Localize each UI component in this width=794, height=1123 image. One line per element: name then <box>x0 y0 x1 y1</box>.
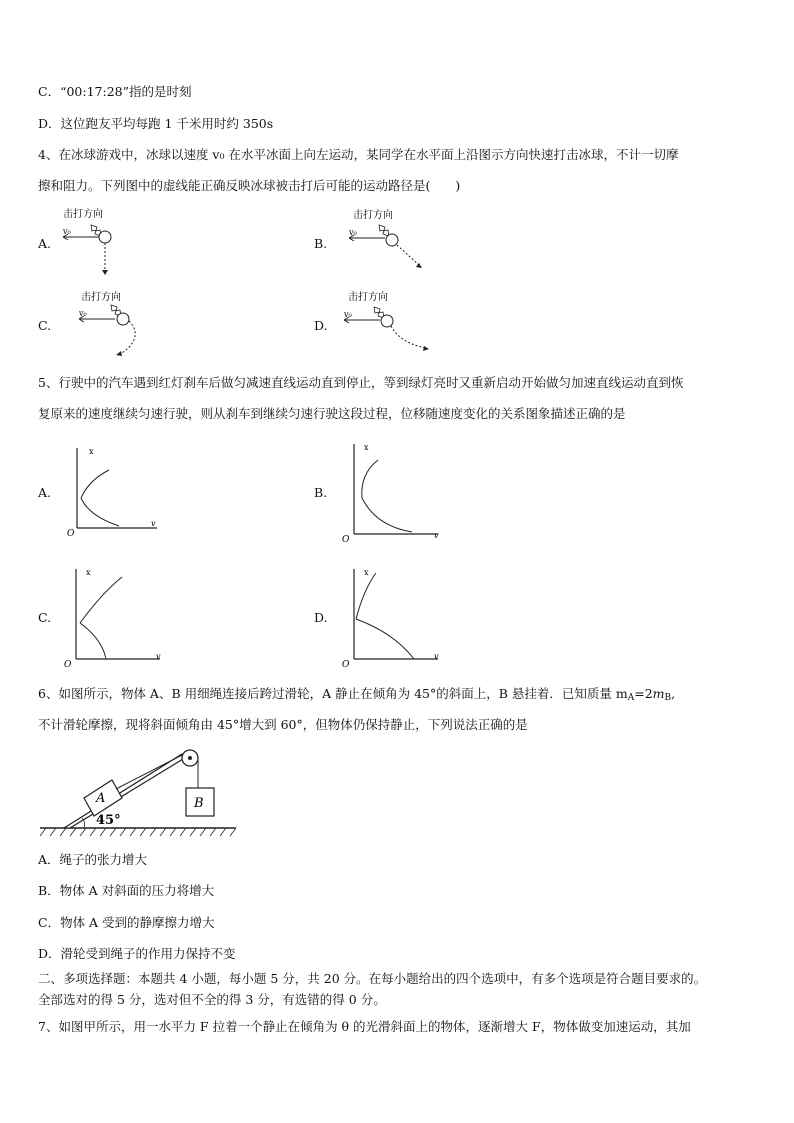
q6-option-a: A．绳子的张力增大 <box>38 852 148 867</box>
q4-option-b-label: B. <box>314 236 328 251</box>
block-b-label: B <box>194 796 204 811</box>
origin-label: O <box>342 660 350 670</box>
origin-label: O <box>64 660 72 670</box>
angle-label: 45° <box>96 813 121 828</box>
q5-graph-a <box>65 440 165 540</box>
q5-option-c-label: C. <box>38 610 52 625</box>
q3-option-d: D．这位跑友平均每跑 1 千米用时约 350s <box>38 116 274 131</box>
q5-graph-b <box>340 438 445 543</box>
q6-incline-diagram <box>38 742 238 842</box>
q6-option-c: C．物体 A 受到的静摩擦力增大 <box>38 915 215 930</box>
q4-figure-b <box>345 206 435 276</box>
v-axis-label: v <box>434 652 439 661</box>
q5-option-b-label: B. <box>314 485 328 500</box>
q4-option-a-label: A. <box>38 236 52 251</box>
q5-option-d-label: D. <box>314 610 328 625</box>
q4-stem-line1: 4、在冰球游戏中，冰球以速度 v₀ 在水平冰面上向左运动，某同学在水平面上沿图示方向快速打击冰球，不计一切摩 <box>38 147 679 162</box>
hit-direction-label: 击打方向 <box>81 292 121 303</box>
q5-option-a-label: A. <box>38 485 52 500</box>
q4-option-d-label: D. <box>314 318 328 333</box>
x-axis-label: x <box>89 447 94 456</box>
block-a-label: A <box>96 791 106 806</box>
origin-label: O <box>67 529 75 539</box>
q6-stem-line2: 不计滑轮摩擦，现将斜面倾角由 45°增大到 60°，但物体仍保持静止，下列说法正确的是 <box>38 717 528 732</box>
v-axis-label: v <box>156 652 161 661</box>
q5-graph-c <box>62 563 167 668</box>
v0-label: v₀ <box>63 227 71 236</box>
q4-figure-c <box>75 288 155 360</box>
q5-stem-line1: 5、行驶中的汽车遇到红灯刹车后做匀减速直线运动直到停止，等到绿灯亮时又重新启动开始做匀加速直线运动直到恢 <box>38 375 684 390</box>
v0-label: v₀ <box>349 228 357 237</box>
q4-figure-d <box>340 288 435 358</box>
q3-option-c: C．“00:17:28”指的是时刻 <box>38 84 192 99</box>
section-2-heading-line1: 二、多项选择题：本题共 4 小题，每小题 5 分，共 20 分。在每小题给出的四个选项中，有多个选项是符合题目要求的。 <box>38 971 707 986</box>
q4-option-c-label: C. <box>38 318 52 333</box>
q6-option-d: D．滑轮受到绳子的作用力保持不变 <box>38 946 236 961</box>
x-axis-label: x <box>364 443 369 452</box>
x-axis-label: x <box>86 568 91 577</box>
v0-label: v₀ <box>344 310 352 319</box>
hit-direction-label: 击打方向 <box>348 292 388 303</box>
v0-label: v₀ <box>79 309 87 318</box>
v-axis-label: v <box>151 519 156 528</box>
q4-figure-a <box>55 205 135 280</box>
q6-stem-line1: 6、如图所示，物体 A、B 用细绳连接后跨过滑轮，A 静止在倾角为 45°的斜面上，B 悬挂着．已知质量 mA=2mB, <box>38 686 676 703</box>
section-2-heading-line2: 全部选对的得 5 分，选对但不全的得 3 分，有选错的得 0 分。 <box>38 992 386 1007</box>
q5-graph-d <box>340 563 445 668</box>
x-axis-label: x <box>364 568 369 577</box>
origin-label: O <box>342 535 350 545</box>
q7-stem-line1: 7、如图甲所示，用一水平力 F 拉着一个静止在倾角为 θ 的光滑斜面上的物体，逐渐增大 F，物体做变加速运动，其加 <box>38 1019 691 1034</box>
q5-stem-line2: 复原来的速度继续匀速行驶，则从刹车到继续匀速行驶这段过程，位移随速度变化的关系图象描述正确的是 <box>38 406 626 421</box>
hit-direction-label: 击打方向 <box>63 209 103 220</box>
v-axis-label: v <box>434 531 439 540</box>
hit-direction-label: 击打方向 <box>353 210 393 221</box>
q6-option-b: B．物体 A 对斜面的压力将增大 <box>38 883 215 898</box>
q4-stem-line2: 擦和阻力。下列图中的虚线能正确反映冰球被击打后可能的运动路径是( ) <box>38 178 461 193</box>
